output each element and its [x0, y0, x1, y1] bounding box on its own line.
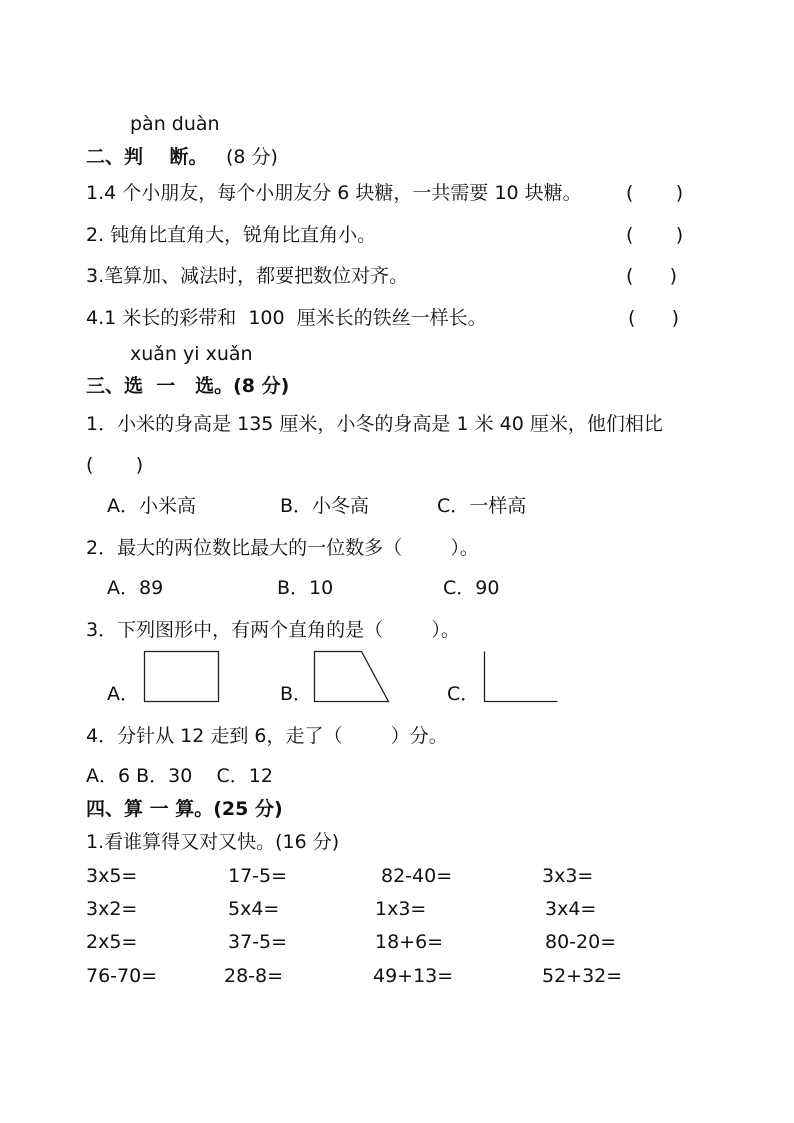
section3-title: 三、选 一 选。(8 分) — [86, 375, 290, 397]
calc-r2-c4: 3x4= — [545, 898, 597, 920]
q3-text: 3．下列图形中，有两个直角的是（ ）。 — [86, 619, 460, 641]
q2-option-c[interactable]: C．90 — [443, 577, 500, 599]
calc-r4-c1: 76-70= — [86, 965, 158, 987]
calc-r3-c4: 80-20= — [545, 931, 617, 953]
calc-r2-c3: 1x3= — [375, 898, 427, 920]
q3-option-a[interactable]: A． — [107, 683, 139, 705]
q3-option-b[interactable]: B． — [280, 683, 313, 705]
q4-text: 4．分针从 12 走到 6，走了（ ）分。 — [86, 725, 448, 747]
section2-pinyin: pàn duàn — [130, 113, 220, 135]
calc-r2-c1: 3x2= — [86, 898, 138, 920]
section4-title: 四、算 一 算。(25 分) — [86, 798, 283, 820]
calc-r1-c1: 3x5= — [86, 865, 138, 887]
calc-r4-c2: 28-8= — [224, 965, 284, 987]
calc-r1-c2: 17-5= — [228, 865, 288, 887]
calc-r4-c3: 49+13= — [373, 965, 454, 987]
section4-sub1: 1.看谁算得又对又快。(16 分) — [86, 831, 340, 853]
q1-option-b[interactable]: B．小冬高 — [280, 495, 370, 517]
trapezoid-figure — [310, 648, 394, 706]
rectangle-figure — [140, 648, 224, 706]
right-angle-figure — [478, 648, 562, 706]
section2-title: 二、判 断。 — [86, 146, 208, 168]
calc-r3-c1: 2x5= — [86, 931, 138, 953]
calc-r1-c3: 82-40= — [381, 865, 453, 887]
judge-item-3: 3.笔算加、减法时，都要把数位对齐。 — [86, 265, 409, 287]
q4-options[interactable]: A．6 B．30 C．12 — [86, 765, 273, 787]
q1-bracket[interactable]: ( ) — [86, 454, 144, 476]
q2-text: 2．最大的两位数比最大的一位数多（ ）。 — [86, 537, 479, 559]
section3-pinyin: xuǎn yi xuǎn — [130, 343, 253, 365]
q1-option-c[interactable]: C．一样高 — [437, 495, 527, 517]
q1-text-line1: 1．小米的身高是 135 厘米，小冬的身高是 1 米 40 厘米，他们相比 — [86, 413, 663, 435]
calc-r1-c4: 3x3= — [542, 865, 594, 887]
judge-item-1: 1.4 个小朋友，每个小朋友分 6 块糖，一共需要 10 块糖。 — [86, 182, 582, 204]
section2-score: (8 分) — [226, 146, 278, 168]
calc-r3-c2: 37-5= — [228, 931, 288, 953]
calc-r2-c2: 5x4= — [228, 898, 280, 920]
judge-bracket-3[interactable]: ( ) — [626, 265, 678, 287]
judge-item-2: 2. 钝角比直角大，锐角比直角小。 — [86, 224, 377, 246]
judge-bracket-4[interactable]: ( ) — [628, 307, 680, 329]
judge-bracket-2[interactable]: ( ) — [626, 224, 684, 246]
q2-option-b[interactable]: B．10 — [277, 577, 334, 599]
q1-option-a[interactable]: A．小米高 — [107, 495, 196, 517]
q3-option-c[interactable]: C． — [447, 683, 480, 705]
judge-item-4: 4.1 米长的彩带和 100 厘米长的铁丝一样长。 — [86, 307, 487, 329]
judge-bracket-1[interactable]: ( ) — [626, 182, 684, 204]
calc-r4-c4: 52+32= — [542, 965, 623, 987]
q2-option-a[interactable]: A．89 — [107, 577, 164, 599]
calc-r3-c3: 18+6= — [375, 931, 444, 953]
